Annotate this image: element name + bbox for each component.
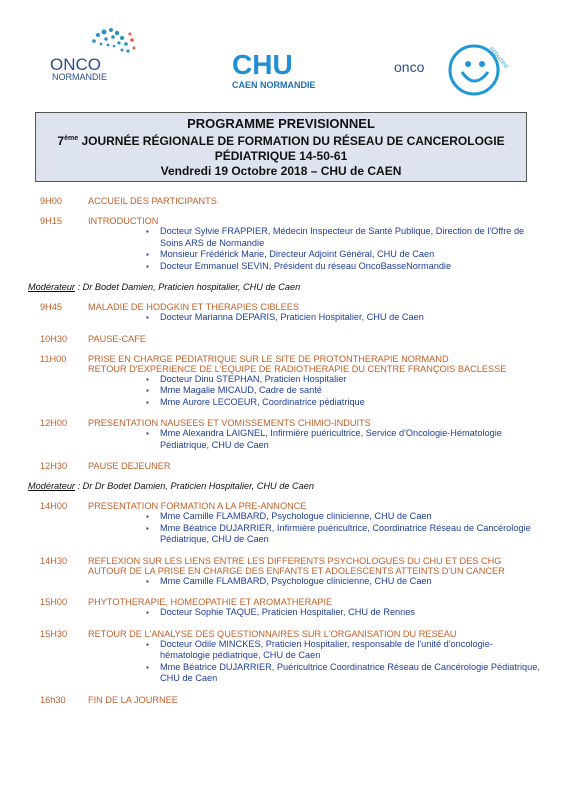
- session-row: 14H00 PRESENTATION FORMATION A LA PRE-ANNONCE: [40, 501, 307, 511]
- chu-caen-logo: [228, 44, 328, 94]
- session-row: 14H30 REFLEXION SUR LES LIENS ENTRE LES DIFFERENTS PSYCHOLOGUES DU CHU ET DES CHG AUTOUR DE LA PRISE EN CHARGE DES ENFANTS ET ADOLESCENTS ATTEINTS D'UN CANCER: [40, 555, 505, 576]
- speaker: ▪ Mme Alexandra LAIGNEL, Infirmière puéricultrice, Service d'Oncologie-Hématologie Pédiatrique, CHU de Caen: [160, 428, 540, 451]
- speaker: ▪ Mme Aurore LECOEUR, Coordinatrice pédiatrique: [160, 397, 540, 409]
- speaker: ▪ Mme Béatrice DUJARRIER, Infirmière puéricultrice, Coordinatrice Réseau de Cancérologie Pédiatrique, CHU de Caen: [160, 523, 540, 546]
- program-title: PROGRAMME PREVISIONNEL: [187, 116, 375, 131]
- session-row: 9H15 INTRODUCTION: [40, 216, 159, 226]
- event-title-line1: 7ème JOURNÉE RÉGIONALE DE FORMATION DU RÉSEAU DE CANCEROLOGIE: [57, 134, 505, 148]
- onco-pediatrie-logo: [392, 42, 522, 102]
- speaker: ▪ Docteur Dinu STEPHAN, Praticien Hospitalier: [160, 374, 540, 386]
- session-row: 15H00 PHYTOTHERAPIE, HOMEOPATHIE ET AROMATHERAPIE: [40, 597, 333, 607]
- speaker: ▪ Docteur Sylvie FRAPPIER, Médecin Inspecteur de Santé Publique, Direction de l'Offre de Soins ARS de Normandie: [160, 226, 540, 249]
- event-date: Vendredi 19 Octobre 2018 – CHU de CAEN: [160, 164, 402, 178]
- session-row: 12H30 PAUSE DEJEUNER: [40, 461, 171, 471]
- session-row: 10H30 PAUSE-CAFE: [40, 333, 147, 344]
- speaker: ▪ Monsieur Frédérick Marie, Directeur Adjoint Général, CHU de Caen: [160, 249, 540, 261]
- speaker: ▪ Docteur Emmanuel SEVIN, Président du réseau OncoBasseNormandie: [160, 261, 540, 273]
- onco-normandie-logo: [44, 22, 164, 92]
- speaker: ▪ Mme Béatrice DUJARRIER, Puéricultrice Coordinatrice Réseau de Cancérologie Pédiatrique, CHU de Caen: [160, 662, 540, 685]
- program-schedule: [28, 196, 540, 705]
- svg-text:CHU: CHU: [232, 49, 293, 80]
- session-row: 15H30 RETOUR DE L'ANALYSE DES QUESTIONNAIRES SUR L'ORGANISATION DU RESEAU: [40, 628, 457, 639]
- speaker: ▪ Docteur Odile MINCKES, Praticien Hospitalier, responsable de l'unité d'oncologie-hématologie pédiatrique, CHU de Caen: [160, 639, 540, 662]
- speaker: ▪ Mme Camille FLAMBARD, Psychologue clinicienne, CHU de Caen: [160, 576, 540, 588]
- svg-text:PÉDIATRIE: PÉDIATRIE: [487, 46, 510, 71]
- speaker: ▪ Mme Camille FLAMBARD, Psychologue clinicienne, CHU de Caen: [160, 511, 540, 523]
- svg-text:onco: onco: [394, 59, 425, 75]
- session-row: 11H00 PRISE EN CHARGE PEDIATRIQUE SUR LE SITE DE PROTONTHERAPIE NORMAND RETOUR D'EXPERIENCE DE L'EQUIPE DE RADIOTHERAPIE DU CENTRE FRANÇOIS BACLESSE: [40, 353, 507, 374]
- program-title-box: [35, 112, 527, 182]
- svg-text:ONCO: ONCO: [50, 55, 101, 74]
- svg-text:NORMANDIE: NORMANDIE: [52, 72, 108, 82]
- session-row: 16h30 FIN DE LA JOURNEE: [40, 694, 178, 705]
- session-row: 9H00 ACCUEIL DES PARTICIPANTS: [40, 196, 217, 206]
- event-title-line2: PÉDIATRIQUE 14-50-61: [214, 149, 348, 163]
- moderator: Modérateur : Dr Dr Bodet Damien, Praticien Hospitalier, CHU de Caen: [28, 481, 314, 491]
- speaker: ▪ Docteur Sophie TAQUE, Praticien Hospitalier, CHU de Rennes: [160, 607, 540, 619]
- speaker: ▪ Docteur Marianna DEPARIS, Praticien Hospitalier, CHU de Caen: [160, 312, 540, 324]
- logo-bar: [0, 0, 565, 110]
- moderator: Modérateur : Dr Bodet Damien, Praticien hospitalier, CHU de Caen: [28, 282, 301, 292]
- session-row: 9H45 MALADIE DE HODGKIN ET THERAPIES CIBLEES: [40, 302, 300, 312]
- session-row: 12H00 PRESENTATION NAUSEES ET VOMISSEMENTS CHIMIO-INDUITS: [40, 418, 371, 428]
- speaker: ▪ Mme Magalie MICAUD, Cadre de santé: [160, 385, 540, 397]
- svg-text:CAEN NORMANDIE: CAEN NORMANDIE: [232, 80, 316, 90]
